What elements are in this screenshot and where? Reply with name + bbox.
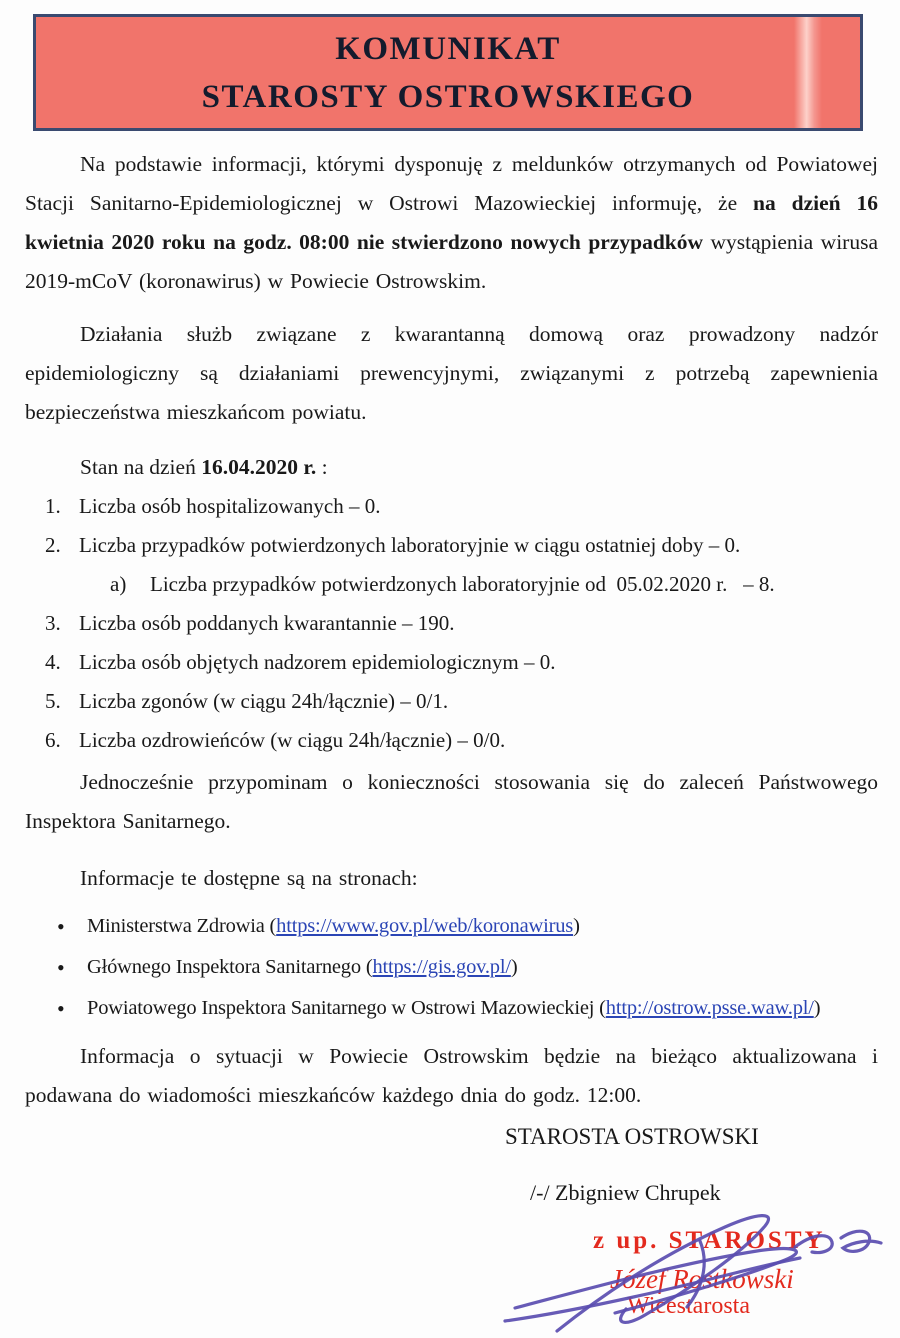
link-line xyxy=(87,906,580,947)
intro-text-start: Na podstawie informacji, którymi dysponuję z meldunków otrzymanych od Powiatowej Stacji Sanitarno-Epidemiologicznej w Ostrowi Mazowieckiej informuję, że xyxy=(25,152,878,215)
bullet-icon: • xyxy=(57,914,65,939)
koronawirus-gov-link[interactable]: https://www.gov.pl/web/koronawirus xyxy=(276,915,574,937)
banner-title-line2: STAROSTY OSTROWSKIEGO xyxy=(201,78,695,115)
link-prefix: Ministerstwa Zdrowia ( xyxy=(87,915,277,937)
list-marker: 1. xyxy=(45,494,61,518)
list-item-surveillance xyxy=(25,643,878,682)
list-item-deaths xyxy=(25,682,878,721)
intro-paragraph xyxy=(25,145,878,301)
list-marker: 2. xyxy=(45,533,61,557)
link-item-ministry xyxy=(25,906,878,947)
reminder-paragraph: Jednocześnie przypominam o konieczności stosowania się do zaleceń Państwowego Inspektora Sanitarnego. xyxy=(25,770,878,833)
scan-light-streak xyxy=(794,17,822,128)
link-prefix: Powiatowego Inspektora Sanitarnego w Ostrowi Mazowieckiej ( xyxy=(87,997,606,1019)
status-prefix: Stan na dzień xyxy=(80,455,202,479)
list-subitem-confirmed-total xyxy=(25,565,878,604)
stamp-deputy-title: Wicestarosta xyxy=(627,1293,750,1319)
link-suffix: ) xyxy=(813,997,821,1019)
link-line xyxy=(87,988,820,1029)
signer-title: STAROSTA OSTROWSKI xyxy=(505,1124,759,1149)
list-item-quarantined xyxy=(25,604,878,643)
quarantine-paragraph: Działania służb związane z kwarantanną domową oraz prowadzony nadzór epidemiologiczny są działaniami prewencyjnymi, związanymi z potrzebą zapewnienia bezpieczeństwa mieszkańcom powiatu. xyxy=(25,322,878,424)
document-body xyxy=(0,145,900,1207)
list-text: Liczba ozdrowieńców (w ciągu 24h/łącznie) – 0/0. xyxy=(79,728,506,752)
gis-gov-link[interactable]: https://gis.gov.pl/ xyxy=(372,956,511,978)
list-text: Liczba osób objętych nadzorem epidemiologicznym – 0. xyxy=(79,650,556,674)
intro-text-end: wystąpienia wirusa 2019-mCoV (koronawirus) w Powiecie Ostrowskim. xyxy=(25,230,879,293)
list-text: Liczba przypadków potwierdzonych laboratoryjnie od 05.02.2020 r. – 8. xyxy=(150,572,775,596)
list-text: Liczba zgonów (w ciągu 24h/łącznie) – 0/1. xyxy=(79,689,449,713)
signer-name: /-/ Zbigniew Chrupek xyxy=(530,1180,721,1205)
link-line xyxy=(87,947,517,988)
link-item-gis xyxy=(25,947,878,988)
stamp-authority-line: z up. STAROSTY xyxy=(593,1227,826,1254)
link-suffix: ) xyxy=(510,956,518,978)
deputy-stamp xyxy=(555,1226,885,1320)
announcement-banner xyxy=(33,14,863,131)
bullet-icon: • xyxy=(57,996,65,1021)
banner-title-line1: KOMUNIKAT xyxy=(335,30,561,67)
update-info-paragraph: Informacja o sytuacji w Powiecie Ostrowskim będzie na bieżąco aktualizowana i podawana do wiadomości mieszkańców każdego dnia do godz. 12:00. xyxy=(25,1044,878,1107)
list-marker: 6. xyxy=(45,728,61,752)
status-date: 16.04.2020 r. xyxy=(201,455,317,479)
list-item-recovered xyxy=(25,721,878,760)
list-marker: 5. xyxy=(45,689,61,713)
stamp-deputy-name: Józef Rostkowski xyxy=(610,1264,794,1294)
link-suffix: ) xyxy=(573,915,580,937)
list-marker: a) xyxy=(110,572,127,596)
intro-text-bold-date: na dzień 16 kwietnia 2020 roku na godz. 08:00 nie stwierdzono nowych przypadków xyxy=(25,191,878,254)
link-item-psse xyxy=(25,988,878,1029)
sources-link-list xyxy=(25,906,878,1029)
sources-intro-line: Informacje te dostępne są na stronach: xyxy=(80,866,418,890)
list-text: Liczba przypadków potwierdzonych laboratoryjnie w ciągu ostatniej doby – 0. xyxy=(79,533,741,557)
statistics-list xyxy=(25,487,878,760)
list-marker: 4. xyxy=(45,650,61,674)
list-item-confirmed-24h xyxy=(25,526,878,565)
list-text: Liczba osób poddanych kwarantannie – 190. xyxy=(79,611,455,635)
status-suffix: : xyxy=(316,455,328,479)
bullet-icon: • xyxy=(57,955,65,980)
list-item-hospitalized xyxy=(25,487,878,526)
link-prefix: Głównego Inspektora Sanitarnego ( xyxy=(87,956,373,978)
list-text: Liczba osób hospitalizowanych – 0. xyxy=(79,494,381,518)
ostrow-psse-link[interactable]: http://ostrow.psse.waw.pl/ xyxy=(605,997,814,1019)
status-date-line xyxy=(25,448,878,487)
list-marker: 3. xyxy=(45,611,61,635)
